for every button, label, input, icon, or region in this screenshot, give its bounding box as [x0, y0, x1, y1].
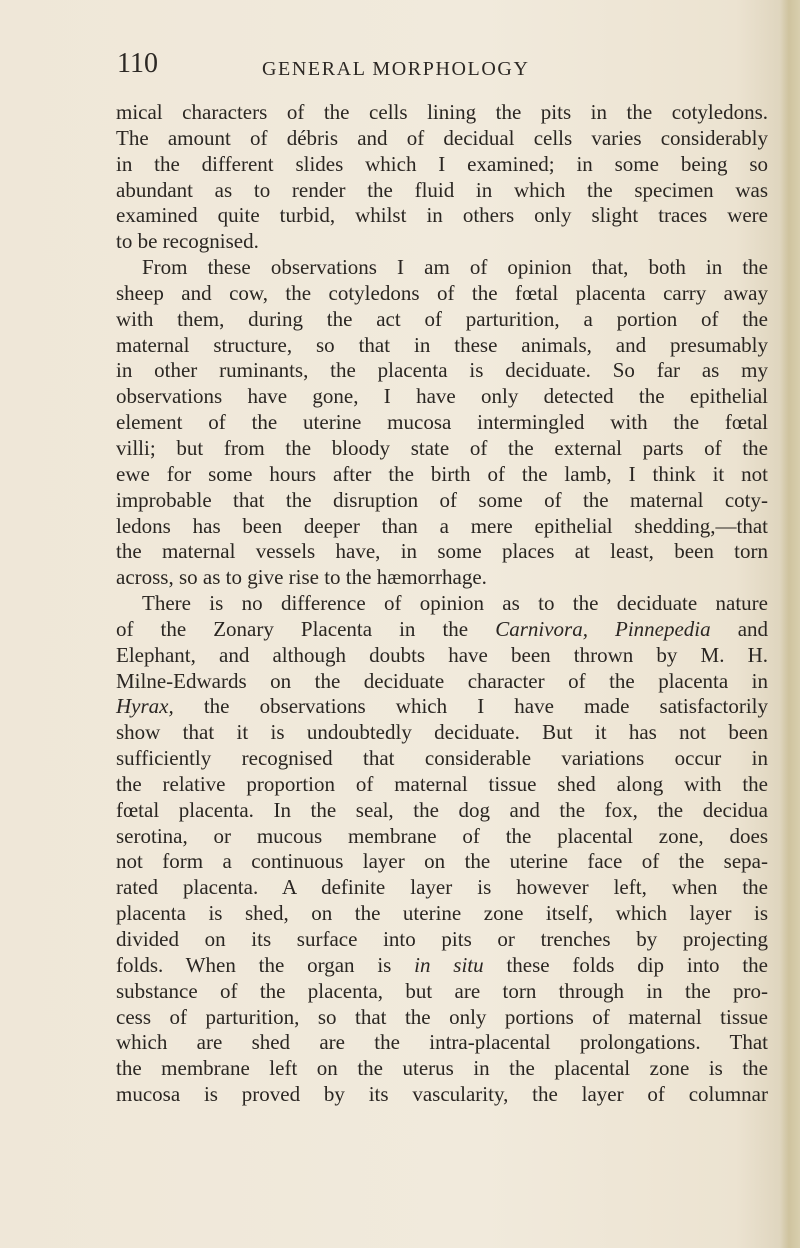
text-line: examined quite turbid, whilst in others only slight traces were [116, 203, 768, 228]
text-line: observations have gone, I have only detected the epithelial [116, 384, 768, 409]
text-line: maternal structure, so that in these animals, and presumably [116, 332, 768, 357]
text-line: not form a continuous layer on the uterine face of the sepa- [116, 849, 768, 874]
italic-term: Hyrax, [116, 694, 174, 719]
text-line: across, so as to give rise to the hæmorrhage. [116, 565, 487, 590]
text-line: the relative proportion of maternal tissue shed along with the [116, 771, 768, 796]
text-line: rated placenta. A definite layer is however left, when the [116, 875, 768, 900]
text-line: show that it is undoubtedly deciduate. But it has not been [116, 720, 768, 745]
text-line: serotina, or mucous membrane of the placental zone, does [116, 823, 768, 848]
running-head: GENERAL MORPHOLOGY [262, 58, 530, 80]
text-fragment: the observations which I have made satisfactorily [203, 694, 769, 719]
text-line: the membrane left on the uterus in the placental zone is the [116, 1056, 768, 1081]
text-line: fœtal placenta. In the seal, the dog and the fox, the decidua [116, 797, 768, 822]
text-line: element of the uterine mucosa intermingled with the fœtal [116, 410, 768, 435]
text-line: cess of parturition, so that the only portions of maternal tissue [116, 1004, 768, 1029]
text-line [116, 953, 768, 979]
text-line: the maternal vessels have, in some places at least, been torn [116, 539, 768, 564]
text-line [116, 694, 768, 720]
text-line: improbable that the disruption of some of the maternal coty- [116, 487, 768, 512]
text-line: placenta is shed, on the uterine zone itself, which layer is [116, 901, 768, 926]
text-line: Elephant, and although doubts have been thrown by M. H. [116, 642, 768, 667]
text-line: sufficiently recognised that considerable variations occur in [116, 746, 768, 771]
text-line: divided on its surface into pits or trenches by projecting [116, 927, 768, 951]
text-line: substance of the placenta, but are torn through in the pro- [116, 978, 768, 1003]
text-line: ledons has been deeper than a mere epithelial shedding,—that [116, 513, 768, 538]
text-fragment: folds. When the organ is [116, 952, 392, 977]
text-line: villi; but from the bloody state of the external parts of the [116, 435, 768, 460]
text-line: to be recognised. [116, 229, 259, 254]
text-line: There is no difference of opinion as to the deciduate nature [142, 591, 768, 616]
page-edge-shadow [780, 0, 800, 1248]
text-line: abundant as to render the fluid in which the specimen was [116, 177, 768, 202]
text-line: From these observations I am of opinion that, both in the [142, 255, 768, 280]
text-line: which are shed are the intra-placental prolongations. That [116, 1030, 768, 1055]
text-line [116, 617, 768, 643]
text-line: The amount of débris and of decidual cells varies considerably [116, 125, 768, 150]
text-line: Milne-Edwards on the deciduate character of the placenta in [116, 668, 768, 693]
page-number: 110 [117, 48, 158, 79]
text-line: sheep and cow, the cotyledons of the fœtal placenta carry away [116, 280, 768, 305]
body-text [116, 100, 768, 1108]
text-line: ewe for some hours after the birth of the lamb, I think it not [116, 461, 768, 486]
text-line: in the different slides which I examined; in some being so [116, 151, 768, 176]
text-fragment: and [737, 616, 769, 641]
italic-term: Carnivora, [495, 616, 588, 641]
page-header [0, 44, 800, 84]
italic-term: in situ [414, 952, 484, 977]
text-line: mucosa is proved by its vascularity, the layer of columnar [116, 1082, 768, 1107]
text-fragment: of the Zonary Placenta in the [116, 616, 469, 641]
text-line: with them, during the act of parturition, a portion of the [116, 306, 768, 331]
text-line: mical characters of the cells lining the pits in the cotyledons. [116, 100, 768, 124]
text-fragment: these folds dip into the [506, 952, 768, 977]
italic-term: Pinnepedia [615, 616, 711, 641]
text-line: in other ruminants, the placenta is deciduate. So far as my [116, 358, 768, 383]
